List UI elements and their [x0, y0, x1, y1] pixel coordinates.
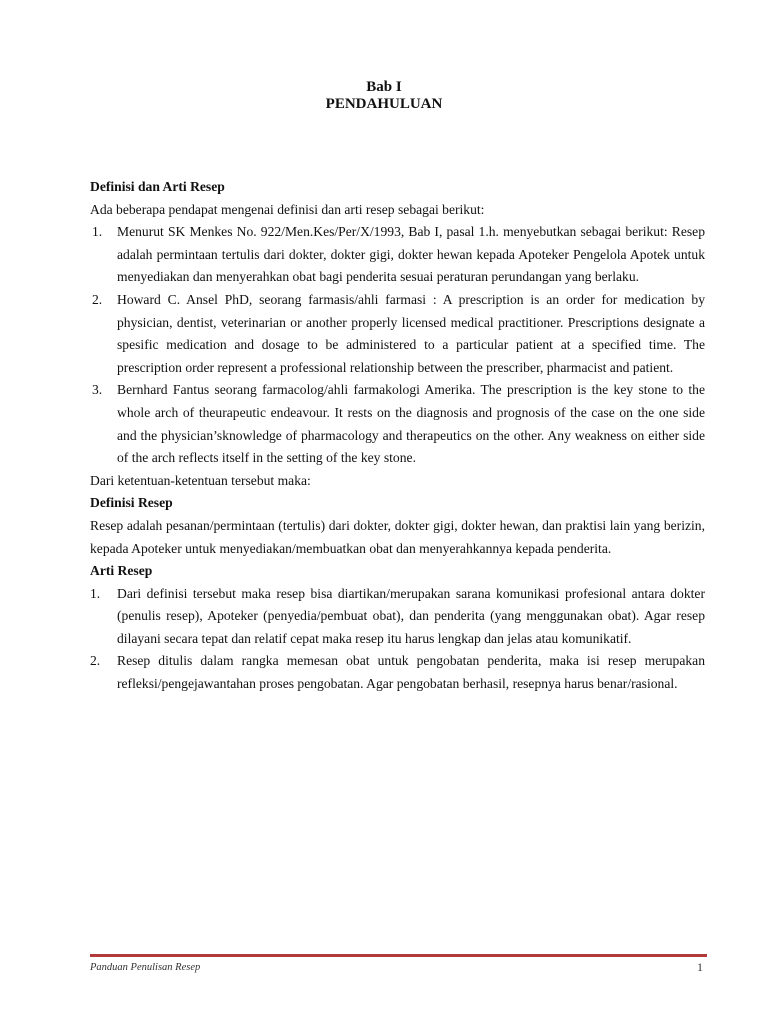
list-item: [90, 379, 705, 469]
list-number: 2.: [92, 291, 103, 307]
list-item: [90, 289, 705, 379]
list-item-text: Dari definisi tersebut maka resep bisa diartikan/merupakan sarana komunikasi profesional antara dokter (penulis resep), Apoteker (penyedia/pembuat obat), dan penderita (yang menggunakan obat). Agar resep dilayani secara tepat dan relatif cepat maka resep itu harus lengkap dan jelas atau komunikatif.: [117, 585, 705, 646]
body-content: [90, 176, 705, 696]
list-item-text: Resep ditulis dalam rangka memesan obat untuk pengobatan penderita, maka isi resep merupakan refleksi/pengejawantahan proses pengobatan. Agar pengobatan berhasil, resepnya harus benar/rasional.: [117, 653, 705, 692]
list-item: [90, 221, 705, 289]
list-item: [90, 583, 705, 651]
conclusion-text: Dari ketentuan-ketentuan tersebut maka:: [90, 472, 311, 488]
list-item-text: Bernhard Fantus seorang farmacolog/ahli farmakologi Amerika. The prescription is the key stone to the whole arch of theurapeutic endeavour. It rests on the diagnosis and prognosis of the case on the one side and the physician’sknowledge of pharmacology and therapeutics on the other. Any weakness on either side of the arch reflects itself in the setting of the key stone.: [117, 382, 705, 466]
list-number: 1.: [92, 224, 103, 240]
chapter-label: Bab I: [366, 79, 402, 95]
section-heading-arti-resep: Arti Resep: [90, 563, 153, 579]
list-item-text: Howard C. Ansel PhD, seorang farmasis/ahli farmasi : A prescription is an order for medication by physician, dentist, veterinarian or another properly licensed medical practitioner. Prescriptions designate a spesific medication and dosage to be administered to a particular patient at a specified time. The prescription order represent a professional relationship between the prescriber, pharmacist and patient.: [117, 291, 705, 375]
list-number: 2.: [90, 653, 101, 669]
list-item-text: Menurut SK Menkes No. 922/Men.Kes/Per/X/1993, Bab I, pasal 1.h. menyebutkan sebagai berikut: Resep adalah permintaan tertulis dari dokter, dokter gigi, dokter hewan kepada Apoteker Pengelola Apotek untuk menyediakan dan menyerahkan obat bagi penderita sesuai peraturan perundangan yang berlaku.: [117, 224, 705, 285]
page-number: 1: [697, 960, 703, 974]
list-number: 1.: [90, 585, 101, 601]
section-heading-definisi-resep: Definisi Resep: [90, 495, 173, 511]
section-intro: Ada beberapa pendapat mengenai definisi dan arti resep sebagai berikut:: [90, 201, 485, 217]
definisi-resep-text: Resep adalah pesanan/permintaan (tertulis) dari dokter, dokter gigi, dokter hewan, dan praktisi lain yang berizin, kepada Apoteker untuk menyediakan/membuatkan obat dan menyerahkannya kepada penderita.: [90, 517, 705, 556]
chapter-title: PENDAHULUAN: [325, 96, 443, 112]
section-heading-definisi-arti: Definisi dan Arti Resep: [90, 179, 225, 194]
footer-title: Panduan Penulisan Resep: [90, 962, 201, 973]
definition-list: [90, 221, 705, 470]
footer-divider: [90, 954, 707, 957]
list-item: [90, 650, 705, 695]
list-number: 3.: [92, 382, 103, 398]
arti-resep-list: [90, 583, 705, 696]
